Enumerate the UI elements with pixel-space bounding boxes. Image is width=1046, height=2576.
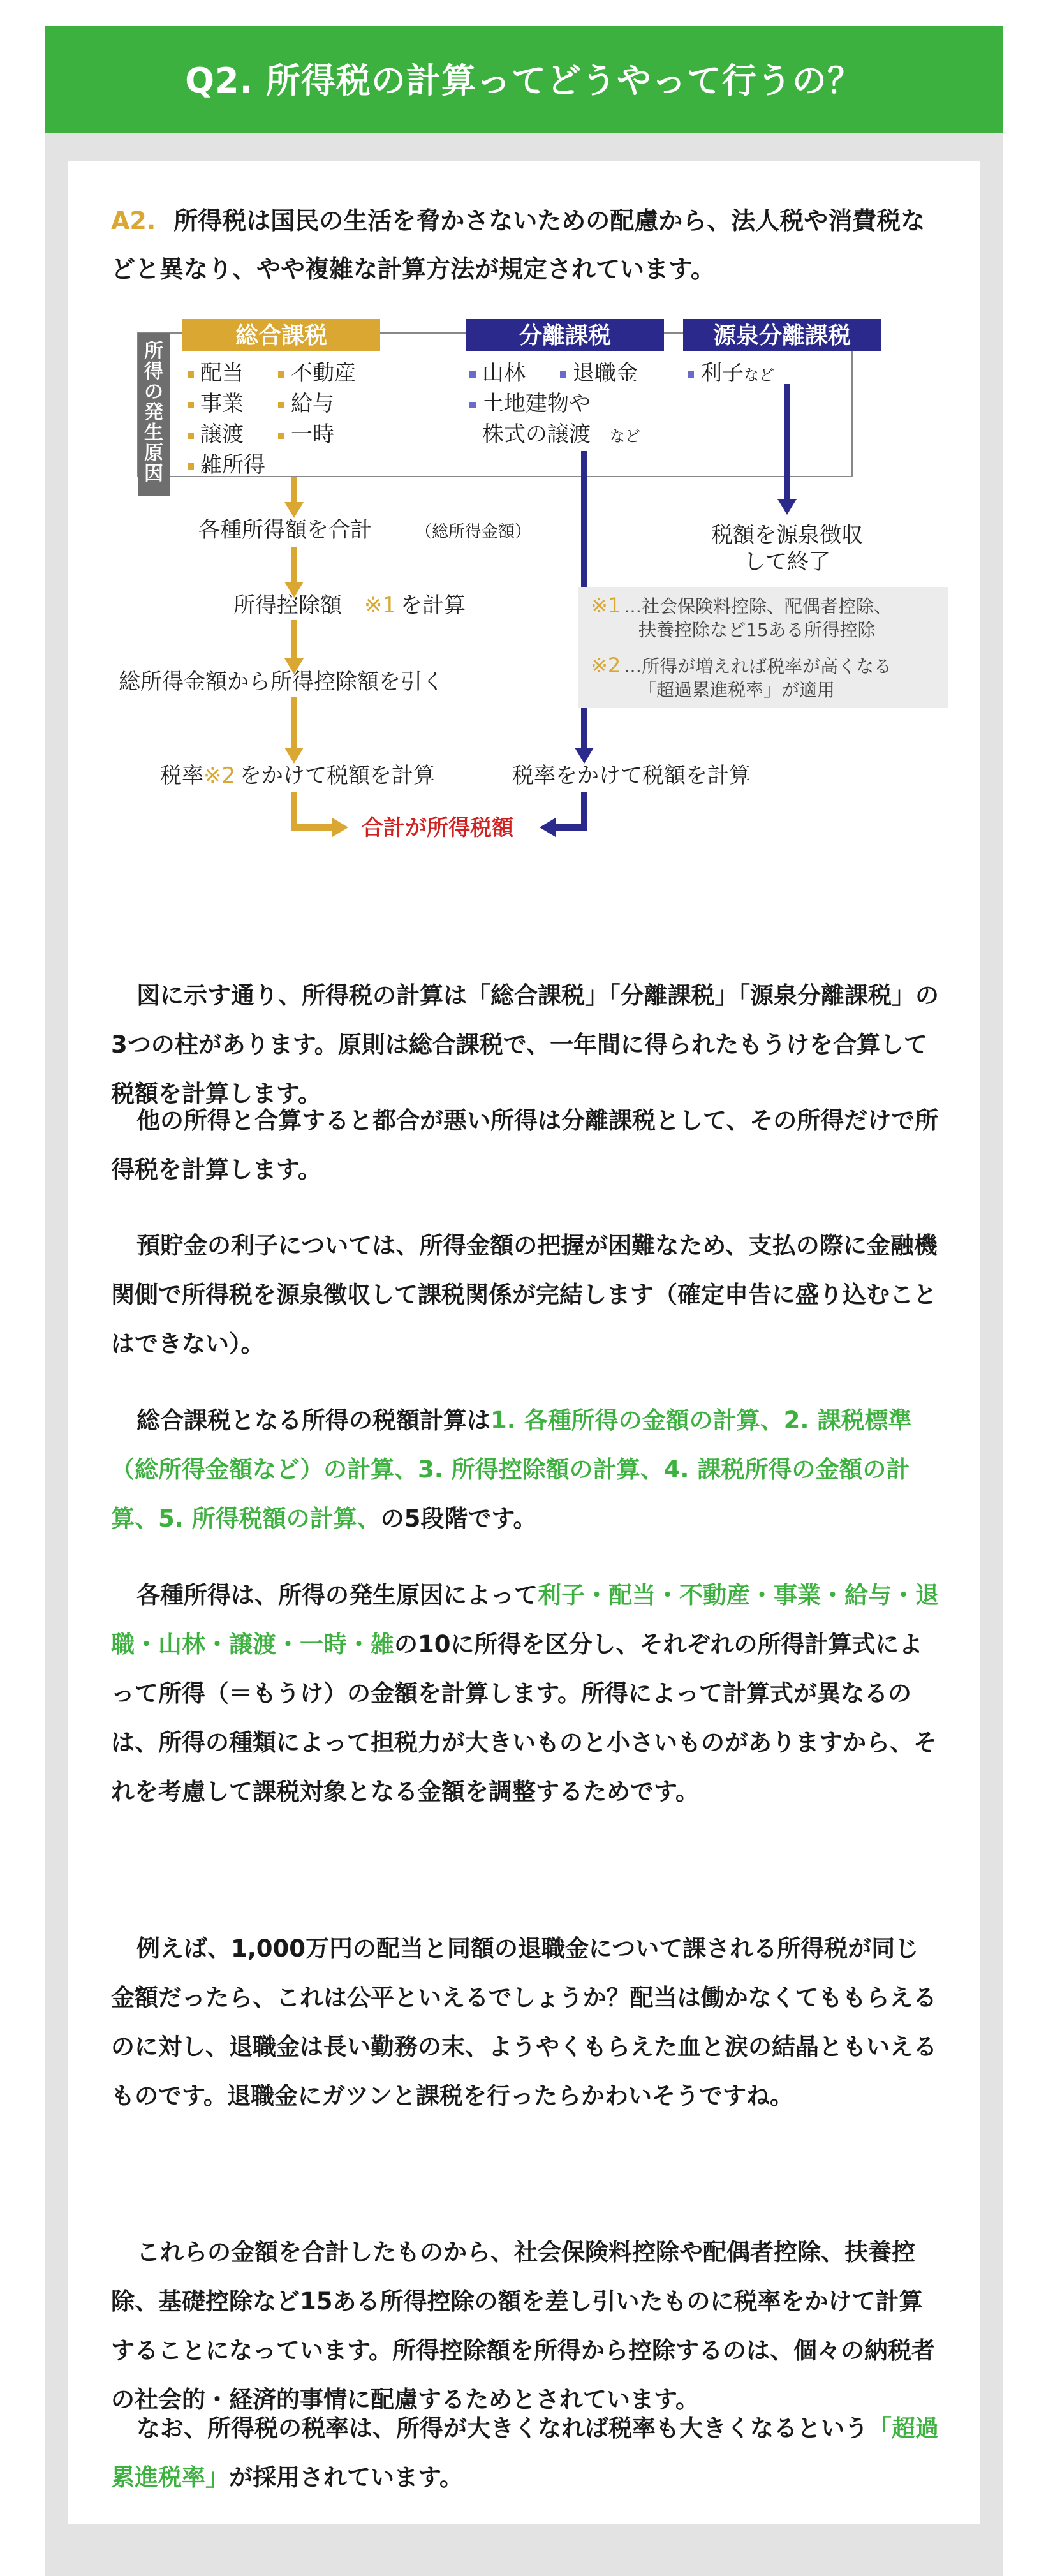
answer-label: A2. xyxy=(111,207,156,235)
sogo-item: 一時 xyxy=(291,422,334,447)
note-2-line-2: 「超過累進税率」が適用 xyxy=(638,679,836,700)
bunri-item: 株式の譲渡 xyxy=(482,422,591,447)
bunri-item: 土地建物や xyxy=(482,391,591,417)
side-label-char: 発 xyxy=(144,401,163,424)
body-paragraph xyxy=(111,1396,940,1543)
paragraph-text: 他の所得と合算すると都合が悪い所得は分離課税として、その所得だけで所得税を計算します。 xyxy=(111,1107,939,1183)
side-label-char: 生 xyxy=(144,422,163,444)
sogo-item: 給与 xyxy=(291,391,334,417)
body-paragraph xyxy=(111,1571,940,1816)
note-2-line-1: …所得が増えれば税率が高くなる xyxy=(624,656,892,677)
paragraph-text: 例えば、1,000万円の配当と同額の退職金について課される所得税が同じ金額だったら、これは公平といえるでしょうか？配当は働かなくてももらえるのに対し、退職金は長い勤務の末、ようやくもらえた血と涙の結晶ともいえるものです。退職金にガツンと課税を行ったらかわいそうですね。 xyxy=(111,1935,937,2110)
paragraph-text: の10に所得を区分し、それぞれの所得計算式によって所得（＝もうけ）の金額を計算します。所得によって計算式が異なるのは、所得の種類によって担税力が大きいものと小さいものがありますから、それを考慮して課税対象となる金額を調整するためです。 xyxy=(111,1631,937,1805)
bunri-item: 山林 xyxy=(482,360,526,386)
side-label-char: 因 xyxy=(144,463,163,485)
step-2-mark: ※1 xyxy=(364,593,397,618)
paragraph-text: が採用されています。 xyxy=(229,2464,464,2491)
bunri-item-etc: など xyxy=(610,427,640,445)
answer-lead xyxy=(111,196,940,293)
step-1-sub: （総所得金額） xyxy=(415,522,532,542)
content-frame xyxy=(45,133,1003,2576)
highlight-text: 「超過累進税率」 xyxy=(111,2415,939,2491)
paragraph-text: 各種所得は、所得の発生原因によって xyxy=(136,1581,538,1609)
sogo-item: 雑所得 xyxy=(200,452,265,478)
paragraph-text: の5段階です。 xyxy=(380,1505,537,1532)
category-bunri-label: 分離課税 xyxy=(519,323,612,349)
step-2-post: を計算 xyxy=(401,593,466,618)
page-title: Q2. 所得税の計算ってどうやって行うの？ xyxy=(185,61,862,101)
side-label-char: の xyxy=(144,381,163,403)
answer-card xyxy=(68,161,980,2524)
tax-calculation-diagram xyxy=(106,307,954,958)
step-4: 税率 xyxy=(160,763,203,788)
body-paragraph xyxy=(111,2228,940,2424)
gensen-item: 利子 xyxy=(700,360,744,386)
side-label-char: 原 xyxy=(144,442,163,464)
sogo-item: 不動産 xyxy=(291,360,356,386)
paragraph-text: これらの金額を合計したものから、社会保険料控除や配偶者控除、扶養控除、基礎控除など15ある所得控除の額を差し引いたものに税率をかけて計算することになっています。所得控除額を所得から控除するのは、個々の納税者の社会的・経済的事情に配慮するためとされています。 xyxy=(111,2239,936,2413)
paragraph-text: なお、所得税の税率は、所得が大きくなれば税率も大きくなるという xyxy=(136,2415,868,2442)
body-paragraph xyxy=(111,1924,940,2121)
highlight-text: 1. 各種所得の金額の計算、2. 課税標準（総所得金額など）の計算、3. 所得控除額の計算、4. 課税所得の金額の計算、5. 所得税額の計算、 xyxy=(111,1407,912,1532)
page-header xyxy=(45,26,1003,133)
bunri-step: 税率をかけて税額を計算 xyxy=(512,763,751,788)
sogo-item: 譲渡 xyxy=(200,422,244,447)
gensen-item-etc: など xyxy=(744,366,774,384)
category-gensen-label: 源泉分離課税 xyxy=(712,323,851,349)
step-2: 所得控除額 xyxy=(233,593,342,618)
gensen-result-1: 税額を源泉徴収 xyxy=(711,522,863,548)
highlight-text: 利子・配当・不動産・事業・給与・退職・山林・譲渡・一時・雑 xyxy=(111,1581,939,1658)
category-sogo-label: 総合課税 xyxy=(235,323,328,349)
paragraph-text: 総合課税となる所得の税額計算は xyxy=(136,1407,490,1434)
step-4-mark: ※2 xyxy=(203,763,236,788)
body-paragraph xyxy=(111,2404,940,2502)
bunri-item: 退職金 xyxy=(573,360,638,386)
paragraph-text: 図に示す通り、所得税の計算は「総合課税」「分離課税」「源泉分離課税」の3つの柱があります。原則は総合課税で、一年間に得られたもうけを合算して税額を計算します。 xyxy=(111,982,939,1107)
step-3: 総所得金額から所得控除額を引く xyxy=(119,669,444,695)
step-1: 各種所得額を合計 xyxy=(198,517,372,543)
gensen-result-2: して終了 xyxy=(744,549,830,575)
answer-text: 所得税は国民の生活を脅かさないための配慮から、法人税や消費税などと異なり、やや複雑な計算方法が規定されています。 xyxy=(111,207,925,283)
sogo-item: 配当 xyxy=(200,360,244,386)
total-label: 合計が所得税額 xyxy=(362,815,513,841)
paragraph-text: 預貯金の利子については、所得金額の把握が困難なため、支払の際に金融機関側で所得税を源泉徴収して課税関係が完結します（確定申告に盛り込むことはできない）。 xyxy=(111,1232,938,1358)
step-4-post: をかけて税額を計算 xyxy=(240,763,435,788)
sogo-item: 事業 xyxy=(200,391,244,417)
note-1-line-2: 扶養控除など15ある所得控除 xyxy=(638,619,876,640)
side-label-char: 得 xyxy=(144,360,163,383)
note-1-line-1: …社会保険料控除、配偶者控除、 xyxy=(624,596,892,617)
note-1-mark: ※1 xyxy=(591,593,621,618)
body-paragraph xyxy=(111,1096,940,1194)
note-2-mark: ※2 xyxy=(591,653,621,677)
body-paragraph xyxy=(111,1221,940,1368)
side-label-char: 所 xyxy=(144,340,163,362)
